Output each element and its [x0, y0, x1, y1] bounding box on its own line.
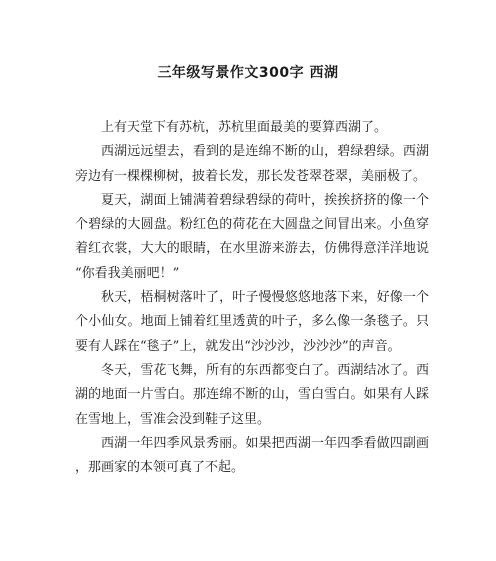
paragraph-summer: 夏天，湖面上铺满着碧绿碧绿的荷叶，挨挨挤挤的像一个个碧绿的大圆盘。粉红色的荷花在大圆盘之间冒出来。小鱼穿着红衣裳，大大的眼睛，在水里游来游去，仿佛得意洋洋地说“你看我美丽吧！” [75, 192, 429, 281]
paragraph-winter: 冬天，雪花飞舞，所有的东西都变白了。西湖结冰了。西湖的地面一片雪白。那连绵不断的山，雪白雪白。如果有人踩在雪地上，雪准会没到鞋子这里。 [75, 362, 429, 427]
paragraph-autumn: 秋天，梧桐树落叶了，叶子慢慢悠悠地落下来，好像一个个小仙女。地面上铺着红里透黄的叶子，多么像一条毯子。只要有人踩在“毯子”上，就发出“沙沙沙，沙沙沙”的声音。 [75, 290, 429, 354]
document-body [75, 116, 429, 480]
document-title: 三年级写景作文300字 西湖 [157, 65, 339, 81]
paragraph-intro: 上有天堂下有苏杭，苏杭里面最美的要算西湖了。 [101, 120, 388, 135]
paragraph-distant-view: 西湖远远望去，看到的是连绵不断的山，碧绿碧绿。西湖旁边有一棵棵柳树，披着长发，那长发苍翠苍翠，美丽极了。 [75, 144, 429, 184]
paragraph-conclusion: 西湖一年四季风景秀丽。如果把西湖一年四季看做四副画，那画家的本领可真了不起。 [75, 435, 429, 476]
